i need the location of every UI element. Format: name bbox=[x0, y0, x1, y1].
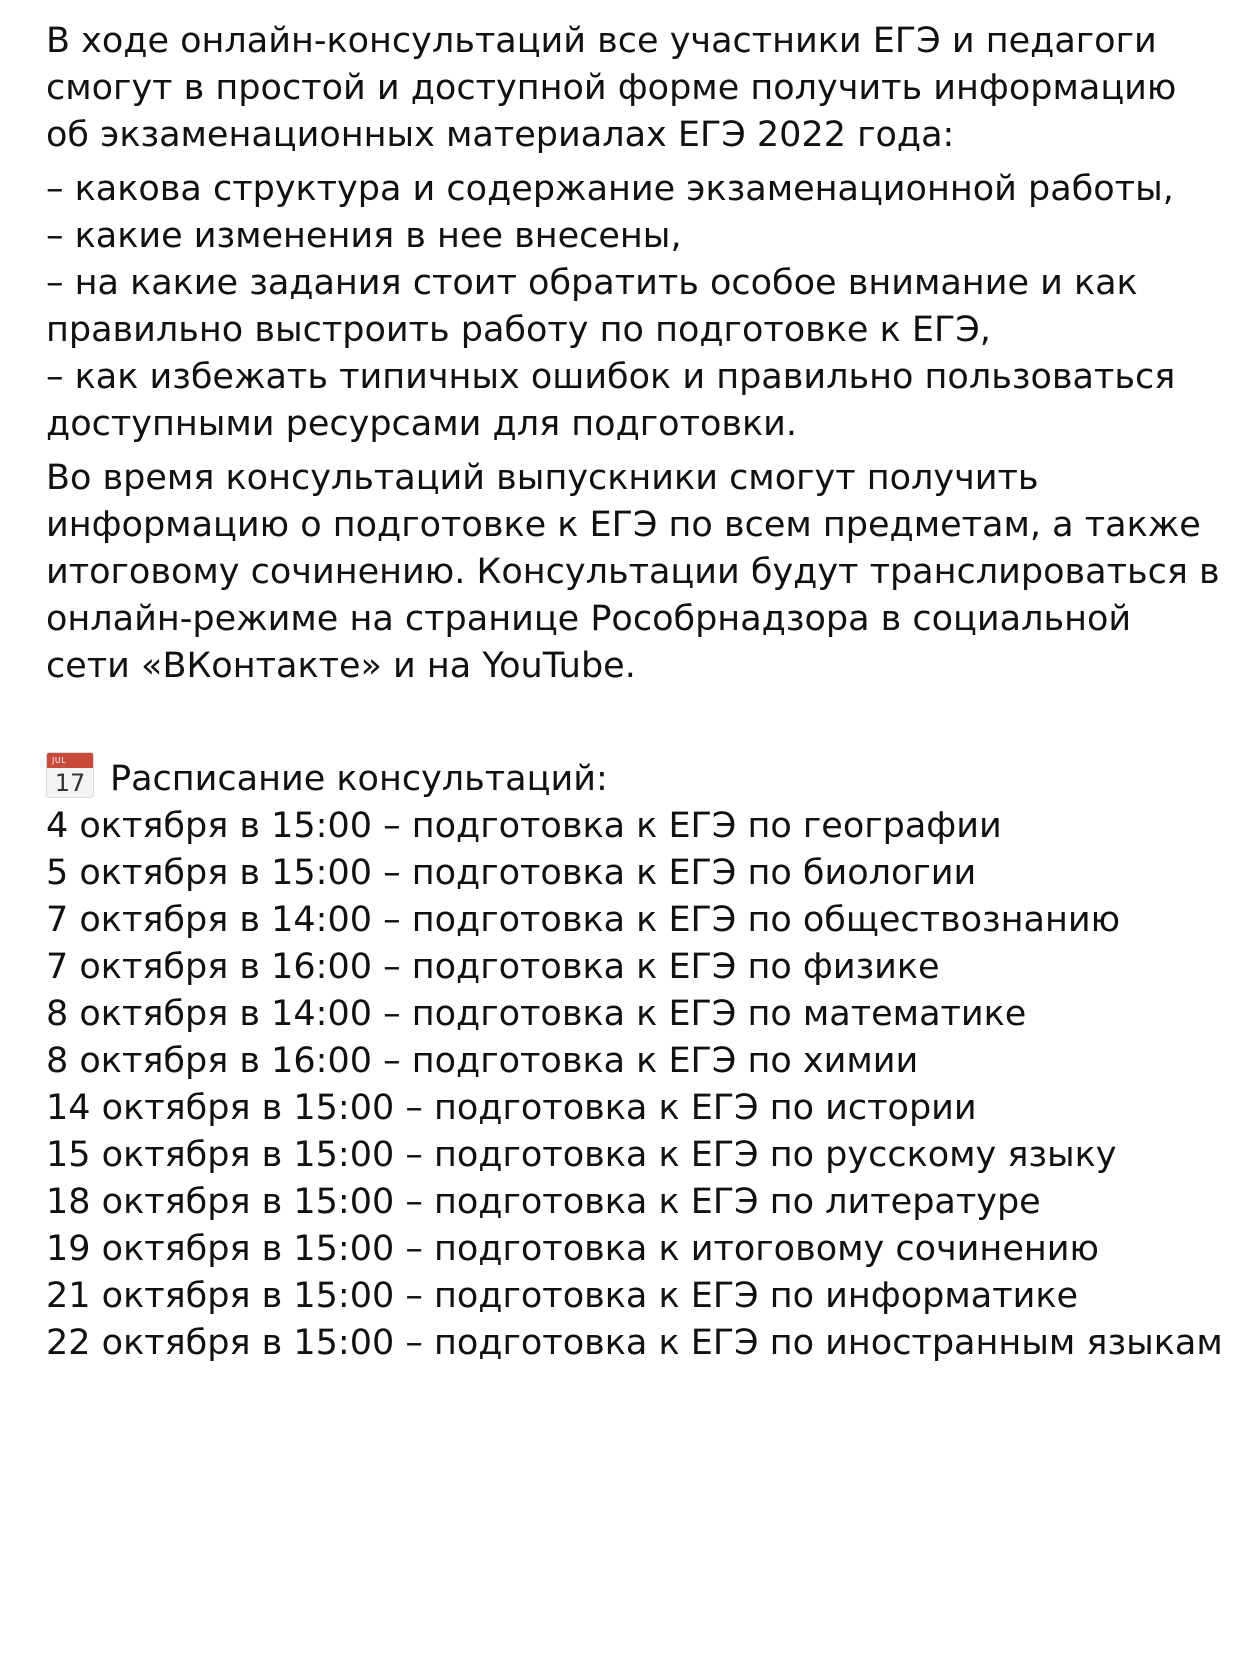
calendar-icon bbox=[46, 752, 94, 798]
schedule-item: 18 октября в 15:00 – подготовка к ЕГЭ по литературе bbox=[46, 1182, 1041, 1222]
schedule-item: 21 октября в 15:00 – подготовка к ЕГЭ по информатике bbox=[46, 1276, 1079, 1316]
schedule-item: 4 октября в 15:00 – подготовка к ЕГЭ по географии bbox=[46, 806, 1002, 846]
schedule-item: 15 октября в 15:00 – подготовка к ЕГЭ по русскому языку bbox=[46, 1135, 1117, 1175]
bullet-item: – какие изменения в нее внесены, bbox=[46, 216, 682, 256]
intro-paragraph-2: Во время консультаций выпускники смогут получить информацию о подготовке к ЕГЭ по всем предметам, а также итоговому сочинению. Консультации будут транслироваться в онлайн-режиме на странице Рособрнадзора в социальной сети «ВКонтакте» и на YouTube. bbox=[46, 458, 1220, 686]
schedule-item: 5 октября в 15:00 – подготовка к ЕГЭ по биологии bbox=[46, 853, 977, 893]
spacer bbox=[46, 690, 1226, 752]
bullet-item: – как избежать типичных ошибок и правильно пользоваться доступными ресурсами для подготовки. bbox=[46, 357, 1176, 444]
bullet-item: – какова структура и содержание экзаменационной работы, bbox=[46, 169, 1174, 209]
schedule-heading-line bbox=[46, 752, 1226, 803]
calendar-month: JUL bbox=[47, 753, 93, 768]
intro-paragraph: В ходе онлайн-консультаций все участники ЕГЭ и педагоги смогут в простой и доступной форме получить информацию об экзаменационных материалах ЕГЭ 2022 года: bbox=[46, 21, 1177, 155]
schedule-item: 19 октября в 15:00 – подготовка к итоговому сочинению bbox=[46, 1229, 1099, 1269]
schedule-item: 22 октября в 15:00 – подготовка к ЕГЭ по иностранным языкам bbox=[46, 1323, 1223, 1363]
bullet-item: – на какие задания стоит обратить особое внимание и как правильно выстроить работу по подготовке к ЕГЭ, bbox=[46, 263, 1138, 350]
schedule-item: 7 октября в 16:00 – подготовка к ЕГЭ по физике bbox=[46, 947, 940, 987]
schedule-heading: Расписание консультаций: bbox=[110, 759, 608, 799]
schedule-item: 7 октября в 14:00 – подготовка к ЕГЭ по обществознанию bbox=[46, 900, 1121, 940]
schedule-item: 8 октября в 14:00 – подготовка к ЕГЭ по математике bbox=[46, 994, 1027, 1034]
calendar-day: 17 bbox=[54, 769, 86, 797]
schedule-item: 8 октября в 16:00 – подготовка к ЕГЭ по химии bbox=[46, 1041, 919, 1081]
schedule-item: 14 октября в 15:00 – подготовка к ЕГЭ по истории bbox=[46, 1088, 977, 1128]
document-body bbox=[46, 18, 1226, 1367]
